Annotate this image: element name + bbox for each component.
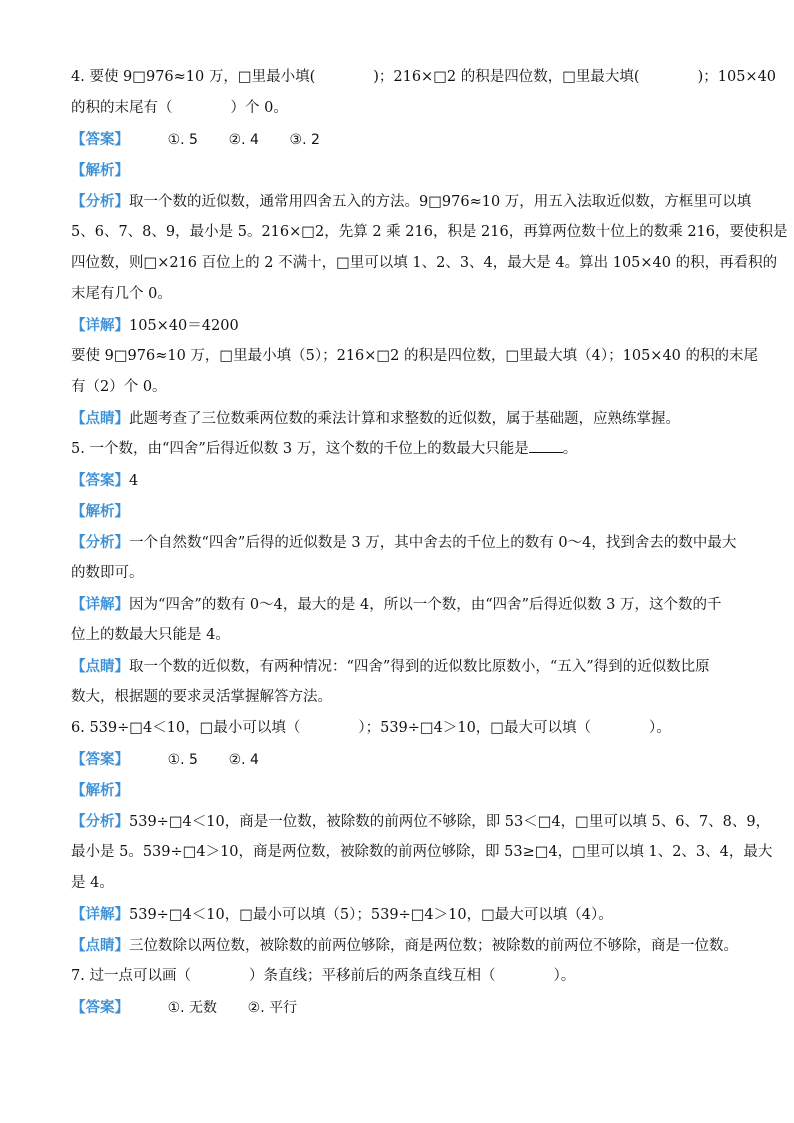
q4-dianjing-text: 此题考查了三位数乘两位数的乘法计算和求整数的近似数，属于基础题，应熟练掌握。 xyxy=(129,411,680,427)
q5-dianjing-line-2: 数大，根据题的要求灵活掌握解答方法。 xyxy=(71,689,332,705)
q6-question-line: 6. 539÷□4＜10，□最小可以填（ ）；539÷□4＞10，□最大可以填（ ）。 xyxy=(71,720,671,736)
q6-xiangjie-text: 539÷□4＜10，□最小可以填（5）；539÷□4＞10，□最大可以填（4）。 xyxy=(129,907,613,923)
q4-analysis-tag: 【解析】 xyxy=(71,162,129,179)
q6-dianjing-line xyxy=(71,930,738,961)
q4-fenxi-text-1: 取一个数的近似数，通常用四舍五入的方法。9□976≈10 万，用五入法取近似数，方框里可以填 xyxy=(129,194,752,210)
q7-answer-tag: 【答案】 xyxy=(71,999,129,1016)
q5-blank xyxy=(529,438,563,453)
q6-xiangjie-tag: 【详解】 xyxy=(71,906,129,923)
q4-dianjing-line xyxy=(71,403,731,434)
q5-fenxi-text-1: 一个自然数“四舍”后得的近似数是 3 万，其中舍去的千位上的数有 0～4，找到舍去的数中最大 xyxy=(129,535,737,551)
q6-fenxi-tag: 【分析】 xyxy=(71,813,129,830)
q4-fenxi-line-2: 5、6、7、8、9，最小是 5。216×□2，先算 2 乘 216，积是 216，再算两位数十位上的数乘 216，要使积是 xyxy=(71,224,788,240)
q4-analysis-row xyxy=(71,155,731,186)
q4-xiangjie-line-2: 要使 9□976≈10 万，□里最小填（5）；216×□2 的积是四位数，□里最大填（4）；105×40 的积的末尾 xyxy=(71,348,759,364)
q5-fenxi-line-2: 的数即可。 xyxy=(71,565,144,581)
q7-answer-1: ①. 无数 xyxy=(167,1000,218,1016)
q6-answer-2: ②. 4 xyxy=(228,752,259,768)
q4-fenxi-tag: 【分析】 xyxy=(71,193,129,210)
q5-question-end: 。 xyxy=(562,441,578,457)
q5-xiangjie-tag: 【详解】 xyxy=(71,596,129,613)
q4-xiangjie-tag: 【详解】 xyxy=(71,317,129,334)
q5-dianjing-tag: 【点睛】 xyxy=(71,658,129,675)
q6-answer-1: ①. 5 xyxy=(167,752,198,768)
q4-xiangjie-text-1: 105×40＝4200 xyxy=(129,318,239,334)
q6-analysis-row xyxy=(71,775,731,806)
q7-question-line: 7. 过一点可以画（ ）条直线；平移前后的两条直线互相（ ）。 xyxy=(71,968,576,984)
q5-question-text: 5. 一个数，由“四舍”后得近似数 3 万，这个数的千位上的数最大只能是 xyxy=(71,441,529,457)
q6-answer-row xyxy=(71,744,731,775)
q5-dianjing-line-1 xyxy=(71,651,731,682)
q6-analysis-tag: 【解析】 xyxy=(71,782,129,799)
document-page xyxy=(71,62,788,1023)
q4-dianjing-tag: 【点睛】 xyxy=(71,410,129,427)
q4-xiangjie-line-1 xyxy=(71,310,731,341)
q6-fenxi-text-1: 539÷□4＜10，商是一位数，被除数的前两位不够除，即 53＜□4，□里可以填 5、6、7、8、9， xyxy=(129,814,771,830)
q6-xiangjie-line xyxy=(71,899,731,930)
q4-xiangjie-line-3: 有（2）个 0。 xyxy=(71,379,167,395)
q7-answer-2: ②. 平行 xyxy=(247,1000,298,1016)
q5-xiangjie-line-1 xyxy=(71,589,731,620)
q4-answer-3: ③. 2 xyxy=(289,132,320,148)
q5-answer-tag: 【答案】 xyxy=(71,472,129,489)
q4-question-line-2: 的积的末尾有（ ）个 0。 xyxy=(71,100,288,116)
q5-fenxi-tag: 【分析】 xyxy=(71,534,129,551)
q4-fenxi-line-1 xyxy=(71,186,752,217)
q5-fenxi-line-1 xyxy=(71,527,737,558)
q5-analysis-row xyxy=(71,496,731,527)
q5-answer: 4 xyxy=(129,473,139,489)
q6-dianjing-text: 三位数除以两位数，被除数的前两位够除，商是两位数；被除数的前两位不够除，商是一位数。 xyxy=(129,938,738,954)
q4-fenxi-line-4: 末尾有几个 0。 xyxy=(71,286,172,302)
q5-question-line xyxy=(71,434,731,465)
q4-fenxi-line-3: 四位数，则□×216 百位上的 2 不满十，□里可以填 1、2、3、4，最大是 4。算出 105×40 的积，再看积的 xyxy=(71,255,778,271)
q6-fenxi-line-2: 最小是 5。539÷□4＞10，商是两位数，被除数的前两位够除，即 53≥□4，□里可以填 1、2、3、4，最大 xyxy=(71,844,773,860)
q5-xiangjie-line-2: 位上的数最大只能是 4。 xyxy=(71,627,230,643)
q4-answer-tag: 【答案】 xyxy=(71,131,129,148)
q4-answer-1: ①. 5 xyxy=(167,132,198,148)
q5-dianjing-text-1: 取一个数的近似数，有两种情况：“四舍”得到的近似数比原数小，“五入”得到的近似数比原 xyxy=(129,659,710,675)
q5-analysis-tag: 【解析】 xyxy=(71,503,129,520)
q7-answer-row xyxy=(71,992,731,1023)
q4-question-line-1: 4. 要使 9□976≈10 万，□里最小填( )；216×□2 的积是四位数，□里最大填( )；105×40 xyxy=(71,69,777,85)
q4-answer-2: ②. 4 xyxy=(228,132,259,148)
q6-answer-tag: 【答案】 xyxy=(71,751,129,768)
q6-dianjing-tag: 【点睛】 xyxy=(71,937,129,954)
q5-xiangjie-text-1: 因为“四舍”的数有 0～4，最大的是 4，所以一个数，由“四舍”后得近似数 3 万，这个数的千 xyxy=(129,597,722,613)
q4-answer-row xyxy=(71,124,731,155)
q6-fenxi-line-3: 是 4。 xyxy=(71,875,114,891)
q5-answer-row xyxy=(71,465,731,496)
q6-fenxi-line-1 xyxy=(71,806,771,837)
